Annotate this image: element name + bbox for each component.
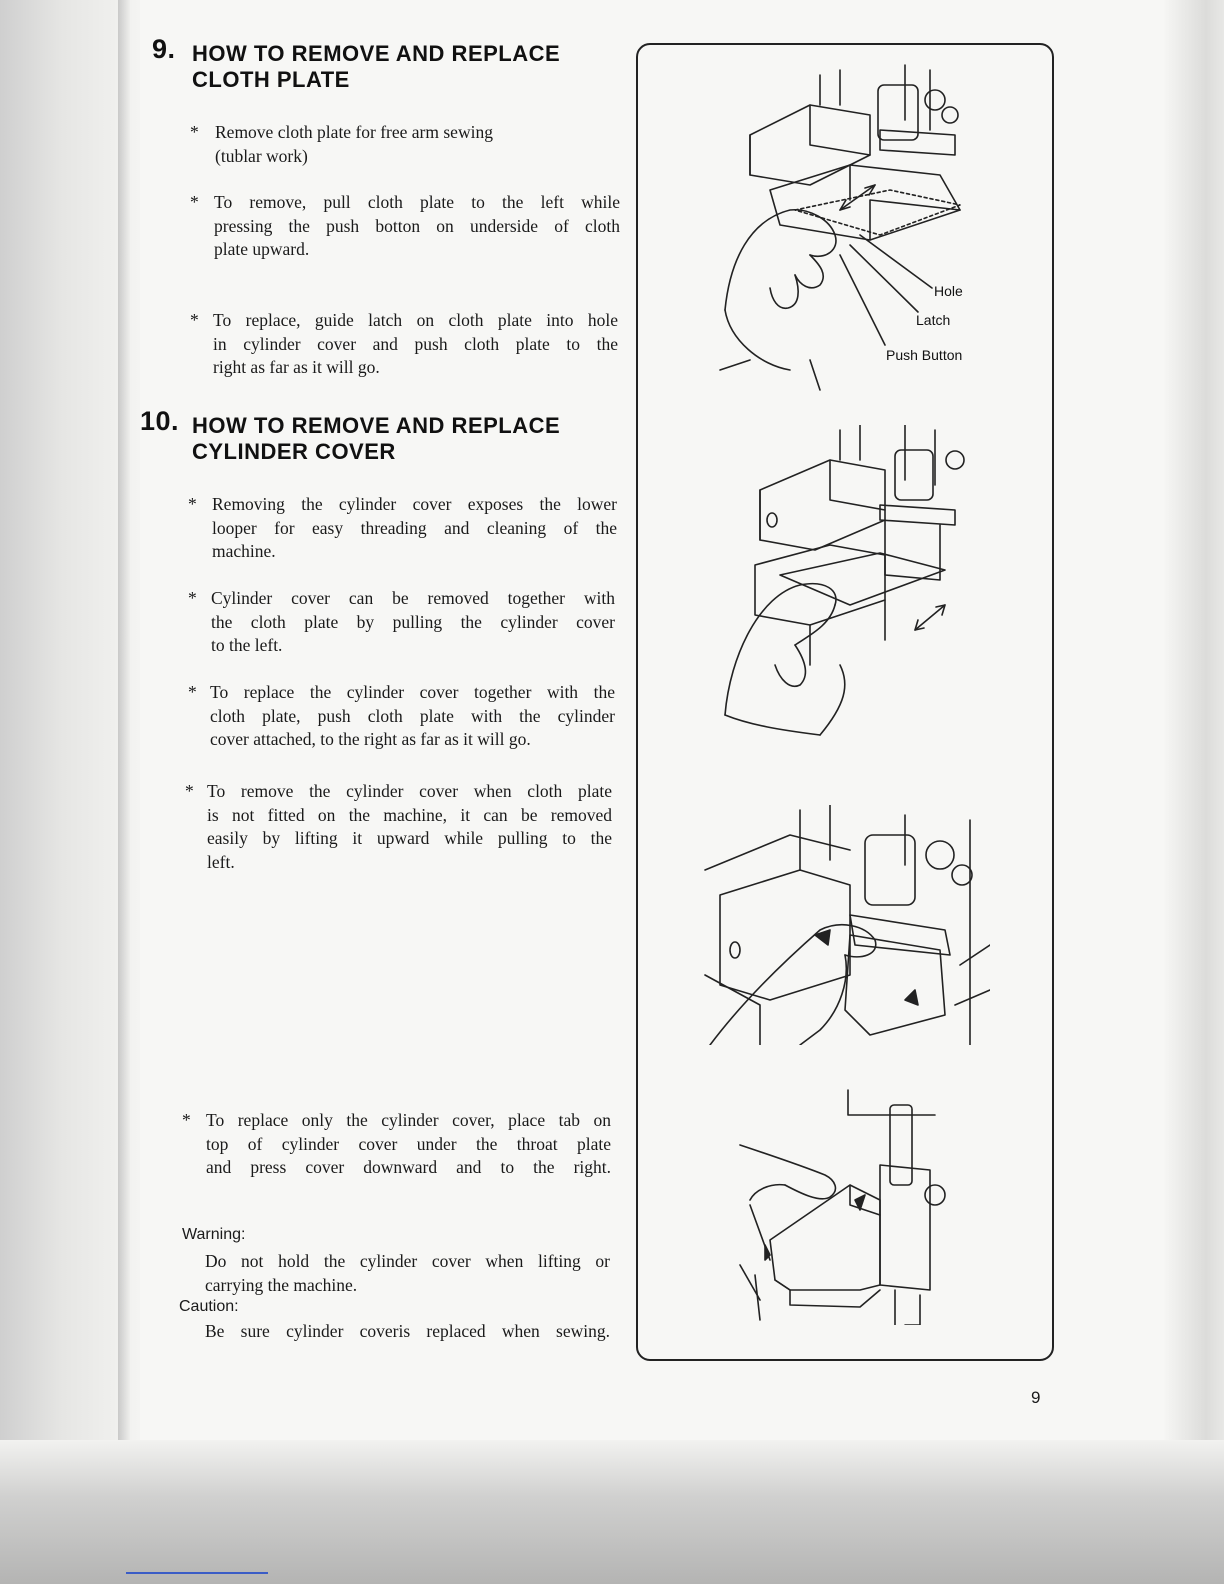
text-line: carrying the machine. bbox=[205, 1274, 358, 1295]
text-line: Do not hold the cylinder cover when lifting or bbox=[205, 1251, 610, 1271]
bullet-star: * bbox=[190, 192, 199, 212]
text-line: Remove cloth plate for free arm sewing bbox=[215, 122, 493, 142]
illustration-cylinder-cover-with-plate bbox=[710, 425, 990, 745]
text-line: in cylinder cover and push cloth plate to the bbox=[213, 333, 618, 354]
section-9-number: 9. bbox=[152, 34, 176, 64]
scan-artifact-rule bbox=[126, 1572, 268, 1574]
text-line: To remove the cylinder cover when cloth plate bbox=[207, 781, 612, 801]
warning-text bbox=[205, 1250, 613, 1298]
text-line: (tublar work) bbox=[215, 145, 308, 166]
text-line: To replace the cylinder cover together with the bbox=[210, 682, 615, 702]
section-9-title-line2: CLOTH PLATE bbox=[192, 67, 350, 92]
scan-shadow-right bbox=[1164, 0, 1224, 1584]
text-line: To replace only the cylinder cover, place tab on bbox=[206, 1110, 611, 1130]
callout-push-button: Push Button bbox=[886, 347, 963, 363]
text-line: left. bbox=[207, 851, 235, 872]
text-line: cloth plate, push cloth plate with the cylinder bbox=[210, 705, 615, 726]
section-10-item-4 bbox=[185, 780, 615, 876]
callout-hole: Hole bbox=[934, 283, 963, 299]
section-10-item-1 bbox=[188, 493, 618, 565]
caution-label: Caution: bbox=[179, 1298, 239, 1315]
text-line: right as far as it will go. bbox=[213, 357, 380, 377]
scan-shadow-left bbox=[0, 0, 140, 1584]
text-line: Be sure cylinder coveris replaced when sewing. bbox=[205, 1321, 610, 1341]
text-line: the cloth plate by pulling the cylinder cover bbox=[211, 611, 615, 632]
text-line: top of cylinder cover under the throat plate bbox=[206, 1133, 611, 1154]
caution-text bbox=[205, 1320, 613, 1344]
section-10-number: 10. bbox=[140, 406, 180, 436]
bullet-star: * bbox=[188, 588, 197, 608]
section-9-title-line1: HOW TO REMOVE AND REPLACE bbox=[192, 41, 561, 66]
scan-shadow-bottom bbox=[0, 1440, 1224, 1584]
text-line: looper for easy threading and cleaning of the bbox=[212, 517, 617, 538]
text-line: machine. bbox=[212, 541, 276, 561]
section-10-item-3 bbox=[188, 681, 618, 753]
text-line: To remove, pull cloth plate to the left while bbox=[214, 192, 620, 212]
text-line: To replace, guide latch on cloth plate into hole bbox=[213, 310, 618, 330]
bullet-star: * bbox=[188, 494, 197, 514]
illustration-cylinder-cover-lift bbox=[700, 805, 990, 1045]
text-line: plate upward. bbox=[214, 239, 310, 259]
bullet-star: * bbox=[182, 1110, 191, 1130]
section-10-item-2 bbox=[188, 587, 618, 659]
text-line: to the left. bbox=[211, 635, 283, 655]
section-10-title-line2: CYLINDER COVER bbox=[192, 439, 396, 464]
section-10-title-line1: HOW TO REMOVE AND REPLACE bbox=[192, 413, 561, 438]
page-number: 9 bbox=[1031, 1388, 1041, 1407]
text-line: is not fitted on the machine, it can be removed bbox=[207, 804, 612, 825]
section-9-item-3 bbox=[190, 309, 620, 381]
text-line: Removing the cylinder cover exposes the lower bbox=[212, 494, 617, 514]
text-line: Cylinder cover can be removed together with bbox=[211, 588, 615, 608]
text-line: pressing the push botton on underside of cloth bbox=[214, 215, 620, 236]
section-9-item-2 bbox=[190, 191, 620, 263]
bullet-star: * bbox=[188, 682, 197, 702]
callout-latch: Latch bbox=[916, 312, 951, 328]
text-line: cover attached, to the right as far as it will go. bbox=[210, 729, 531, 749]
section-10-item-5 bbox=[182, 1109, 612, 1181]
illustration-cylinder-cover-replace bbox=[730, 1085, 960, 1325]
text-line: and press cover downward and to the right. bbox=[206, 1157, 611, 1177]
section-9-item-1 bbox=[190, 121, 620, 171]
bullet-star: * bbox=[185, 781, 194, 801]
text-line: easily by lifting it upward while pulling to the bbox=[207, 828, 612, 848]
bullet-star: * bbox=[190, 310, 199, 330]
warning-label: Warning: bbox=[182, 1226, 246, 1243]
bullet-star: * bbox=[190, 122, 199, 142]
